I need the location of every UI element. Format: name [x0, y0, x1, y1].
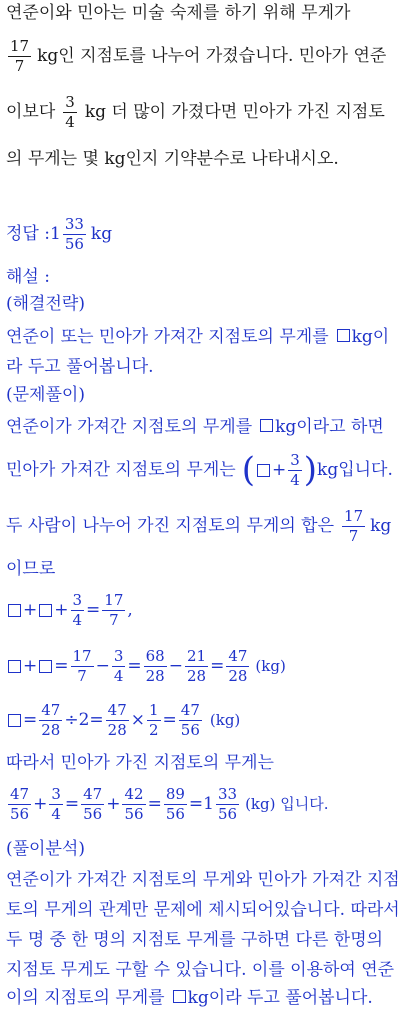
question-line-2: $\frac{17}{7}$ kg인 지점토를 나누어 가졌습니다. 민아가 연준	[10, 36, 387, 75]
analysis-line-4: 지점토 무게도 구할 수 있습니다. 이를 이용하여 연준	[6, 960, 395, 980]
solve-line-5: 따라서 민아가 가진 지점토의 무게는	[6, 753, 274, 773]
equation-4: $\frac{47}{56}$ + $\frac{3}{4}$ = $\frac{47}{56}$ + $\frac{42}{56}$ = $\frac{89}{56}$ =1 $\frac{33}{56}$ (kg) 입니다.	[10, 784, 329, 823]
strategy-line-1: 연준이 또는 민아가 가져간 지점토의 무게를 kg이	[6, 327, 390, 347]
explanation-label: 해설 :	[6, 267, 50, 287]
equation-1: + + $\frac{3}{4}$ = $\frac{17}{7}$ ,	[6, 588, 396, 632]
analysis-title: (풀이분석)	[6, 839, 85, 859]
solve-line-4: 이므로	[6, 559, 56, 579]
solve-line-3: 두 사람이 나누어 가진 지점토의 무게의 합은 $\frac{17}{7}$ kg	[6, 506, 392, 545]
solve-line-2: 민아가 가져간 지점토의 무게는 ( + $\frac{3}{4}$ ) kg입니다.	[6, 450, 393, 490]
answer-line: 정답 : 1 $\frac{33}{56}$ kg	[6, 214, 113, 253]
blank-box	[260, 419, 273, 432]
blank-box	[337, 329, 350, 342]
strategy-title: (해결전략)	[6, 294, 85, 314]
fraction-17-7: $\frac{17}{7}$	[344, 506, 364, 545]
analysis-line-2: 토의 무게의 관계만 문제에 제시되어있습니다. 따라서	[6, 900, 400, 920]
equation-2: + = $\frac{17}{7}$ − $\frac{3}{4}$ = $\frac{68}{28}$ − $\frac{21}{28}$ = $\frac{47}{28}$ (kg)	[6, 644, 396, 688]
question-fraction-17-7: $\frac{17}{7}$	[10, 36, 30, 75]
strategy-line-2: 라 두고 풀어봅니다.	[6, 357, 154, 377]
fraction-3-4: $\frac{3}{4}$	[290, 450, 300, 489]
analysis-line-5: 이의 지점토의 무게를 kg이라 두고 풀어봅니다.	[6, 988, 373, 1008]
blank-box	[257, 464, 270, 477]
question-fraction-3-4: $\frac{3}{4}$	[65, 92, 75, 131]
solve-title: (문제풀이)	[6, 385, 85, 405]
question-line-3: 이보다 $\frac{3}{4}$ kg 더 많이 가졌다면 민아가 가진 지점토	[6, 92, 385, 131]
blank-box	[173, 990, 186, 1003]
solve-line-1: 연준이가 가져간 지점토의 무게를 kg이라고 하면	[6, 417, 384, 437]
question-line-4: 의 무게는 몇 kg인지 기약분수로 나타내시오.	[6, 149, 339, 169]
analysis-line-1: 연준이가 가져간 지점토의 무게와 민아가 가져간 지점	[6, 870, 400, 890]
analysis-line-3: 두 명 중 한 명의 지점토 무게를 구하면 다른 한명의	[6, 930, 384, 950]
equation-3: = $\frac{47}{28}$ ÷2= $\frac{47}{28}$ × $\frac{1}{2}$ = $\frac{47}{56}$ (kg)	[6, 698, 396, 742]
answer-fraction: $\frac{33}{56}$	[64, 214, 84, 253]
question-line-1: 연준이와 민아는 미술 숙제를 하기 위해 무게가	[6, 3, 351, 23]
